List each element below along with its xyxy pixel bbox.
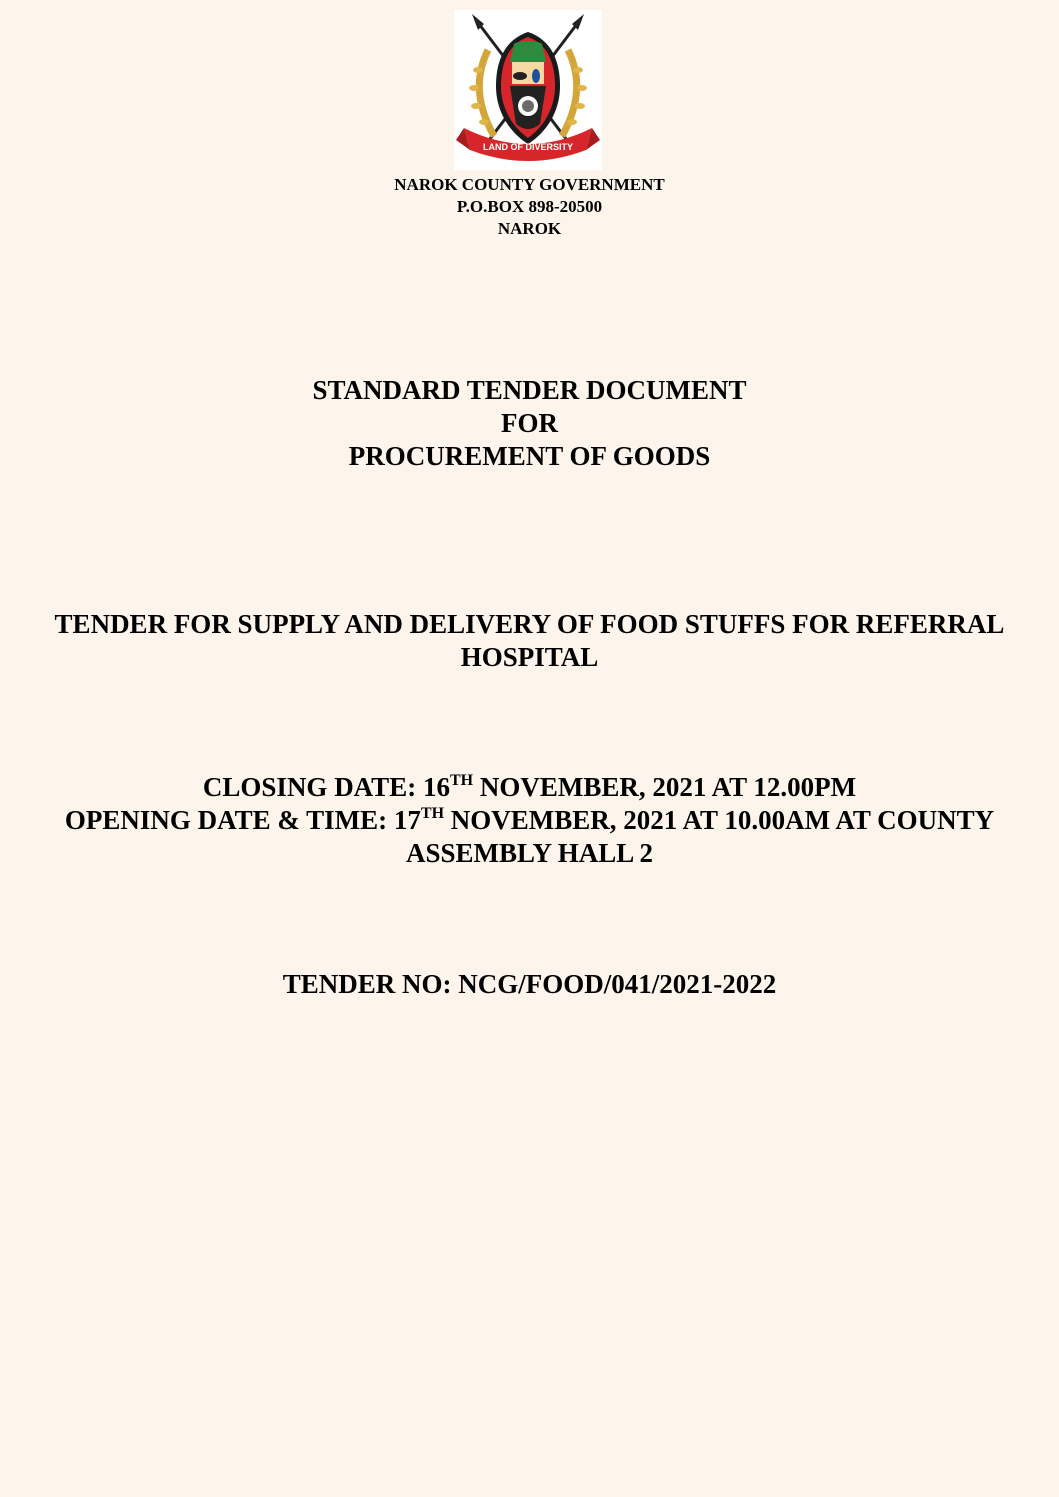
title-line-2: FOR [501, 408, 558, 438]
opening-date [20, 804, 1039, 870]
org-pobox: P.O.BOX 898-20500 [456, 197, 603, 216]
logo-motto: LAND OF DIVERSITY [482, 142, 574, 152]
tender-title [20, 608, 1039, 674]
coat-of-arms-icon [454, 10, 602, 170]
title-line-3: PROCUREMENT OF GOODS [348, 441, 711, 471]
org-header [0, 174, 1059, 240]
closing-date [20, 771, 1039, 804]
tender-title-text: TENDER FOR SUPPLY AND DELIVERY OF FOOD STUFFS FOR REFERRAL HOSPITAL [54, 609, 1005, 672]
closing-date-prefix: CLOSING DATE: 16 [202, 772, 450, 802]
opening-date-suffix: NOVEMBER, 2021 AT 10.00AM AT COUNTY ASSEMBLY HALL 2 [405, 805, 995, 868]
opening-date-sup: TH [420, 805, 445, 822]
tender-number-text: TENDER NO: NCG/FOOD/041/2021-2022 [282, 969, 777, 999]
org-name: NAROK COUNTY GOVERNMENT [394, 175, 665, 194]
coat-of-arms-logo [454, 10, 602, 170]
tender-number [0, 968, 1059, 1001]
opening-date-prefix: OPENING DATE & TIME: 17 [64, 805, 421, 835]
org-town: NAROK [497, 219, 562, 238]
closing-date-suffix: NOVEMBER, 2021 AT 12.00PM [473, 772, 857, 802]
tender-dates [20, 771, 1039, 870]
document-title [0, 374, 1059, 473]
closing-date-sup: TH [449, 772, 474, 789]
title-line-1: STANDARD TENDER DOCUMENT [312, 375, 747, 405]
